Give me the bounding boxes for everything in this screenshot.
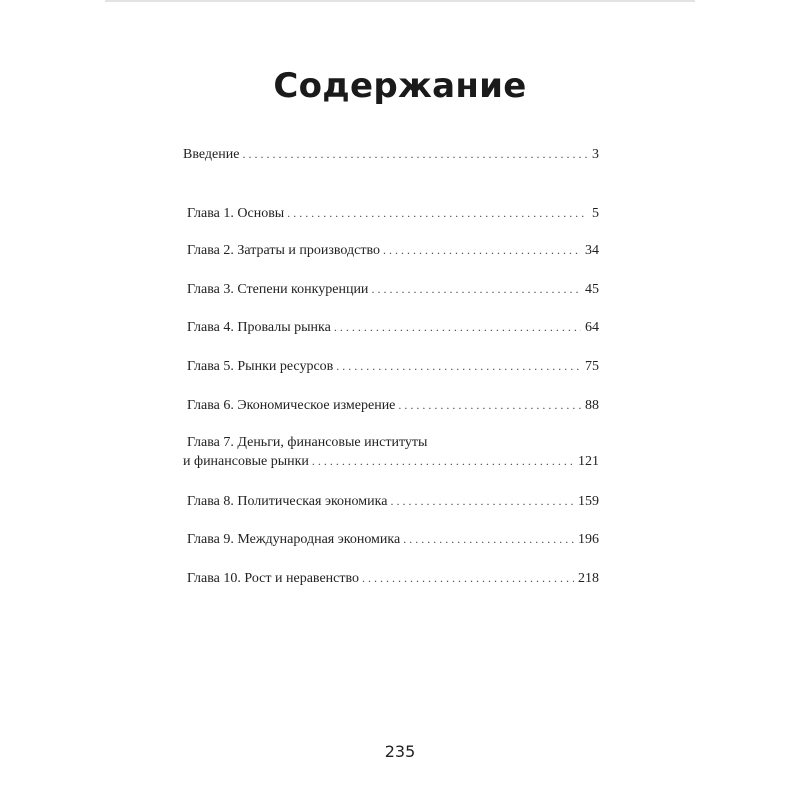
- dot-leader: [403, 530, 574, 548]
- toc-entry-page: 218: [578, 571, 599, 586]
- page-number: 235: [384, 742, 416, 761]
- toc-entry-chapter-3: [183, 280, 599, 298]
- toc-entry-page: 3: [592, 147, 599, 162]
- toc-entry-label: Глава 2. Затраты и производство: [187, 243, 380, 258]
- toc-entry-page: 45: [585, 282, 599, 297]
- toc-entry-chapter-4: [183, 318, 599, 336]
- dot-leader: [398, 396, 581, 414]
- dot-leader: [383, 241, 581, 259]
- toc-entry-chapter-7: [183, 434, 599, 470]
- dot-leader: [390, 492, 574, 510]
- toc-entry-label: Глава 6. Экономическое измерение: [187, 398, 396, 413]
- toc-entry-label: Введение: [183, 147, 240, 162]
- dot-leader: [242, 145, 588, 163]
- toc-entry-chapter-5: [183, 357, 599, 375]
- toc-entry-page: 121: [578, 454, 599, 469]
- toc-entry-page: 34: [585, 243, 599, 258]
- toc-entry-page: 64: [585, 320, 599, 335]
- toc-entry-label: Глава 4. Провалы рынка: [187, 320, 331, 335]
- toc-entry-chapter-2: [183, 241, 599, 259]
- toc-entry-chapter-9: [183, 530, 599, 548]
- toc-entry-label: Глава 8. Политическая экономика: [187, 494, 388, 509]
- toc-entry-chapter-1: [183, 204, 599, 222]
- toc-entry-label: Глава 3. Степени конкуренции: [187, 282, 369, 297]
- page-title: Содержание: [273, 66, 527, 106]
- toc-entry-chapter-8: [183, 492, 599, 510]
- dot-leader: [334, 318, 581, 336]
- toc-entry-chapter-10: [183, 569, 599, 587]
- toc-entry-label: Глава 7. Деньги, финансовые институты: [187, 435, 428, 450]
- dot-leader: [336, 357, 581, 375]
- toc-entry-label: Глава 5. Рынки ресурсов: [187, 359, 334, 374]
- dot-leader: [371, 280, 581, 298]
- toc-entry-chapter-6: [183, 396, 599, 414]
- toc-entry-label: Глава 9. Международная экономика: [187, 532, 401, 547]
- toc-entry-label: Глава 1. Основы: [187, 206, 285, 221]
- toc-entry-page: 5: [592, 206, 599, 221]
- toc-entry-page: 75: [585, 359, 599, 374]
- toc-entry-label-continued: и финансовые рынки: [183, 454, 309, 469]
- toc-entry-page: 196: [578, 532, 599, 547]
- top-rule: [105, 0, 695, 2]
- dot-leader: [312, 452, 574, 470]
- toc-entry-intro: [183, 145, 599, 163]
- toc-entry-label: Глава 10. Рост и неравенство: [187, 571, 359, 586]
- toc-entry-page: 88: [585, 398, 599, 413]
- dot-leader: [362, 569, 574, 587]
- dot-leader: [287, 204, 588, 222]
- toc-entry-page: 159: [578, 494, 599, 509]
